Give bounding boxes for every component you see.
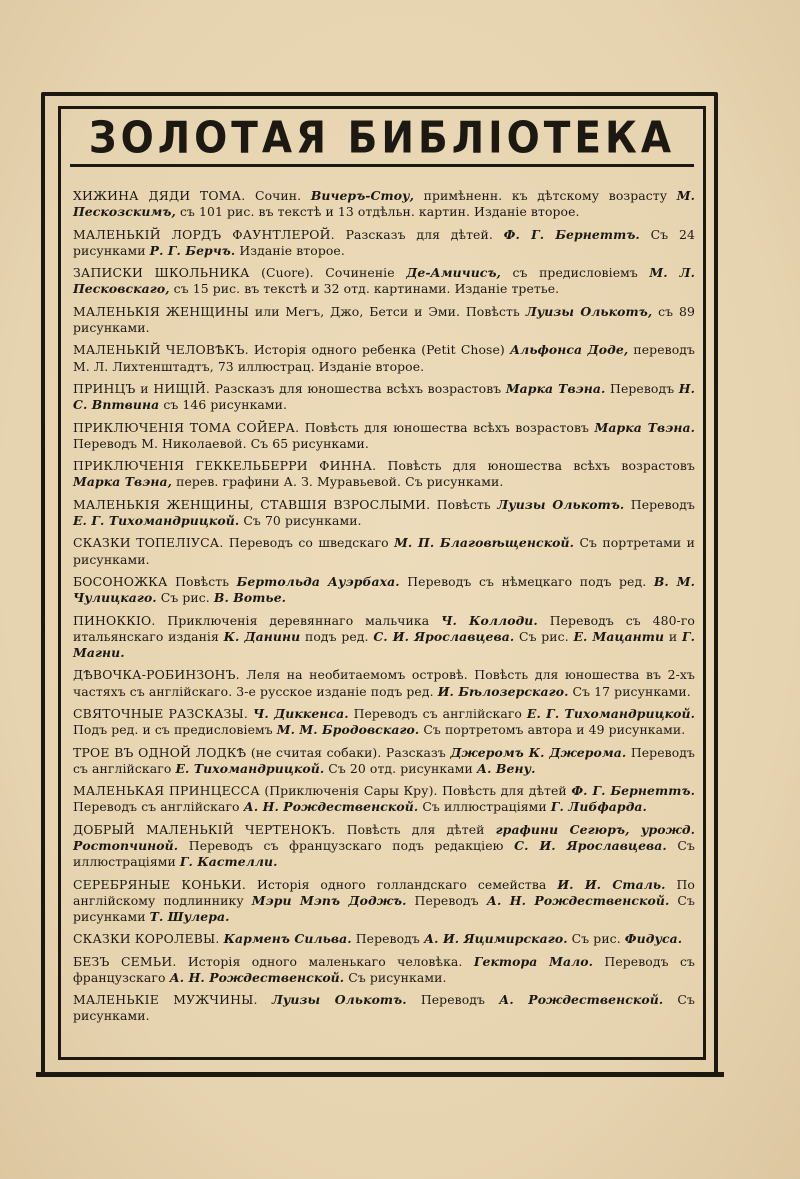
book-description: или Мегъ, Джо, Бетси и Эми. Повѣсть	[254, 303, 526, 319]
book-title: СКАЗКИ ТОПЕЛІУСА.	[73, 535, 224, 551]
book-entry	[73, 574, 695, 606]
book-description: Повѣсть	[175, 573, 237, 589]
book-description: Съ рисунками	[73, 892, 695, 924]
book-entry	[73, 420, 695, 452]
book-description: перев. графини А. З. Муравьевой. Съ рисунками.	[172, 474, 504, 490]
author-name: А. Н. Рождественской.	[243, 799, 419, 815]
book-title: ПРИКЛЮЧЕНІЯ ГЕККЕЛЬБЕРРИ ФИННА.	[73, 458, 377, 474]
book-description: Съ иллюстраціями	[73, 837, 695, 870]
author-name: Е. Тихомандрицкой.	[175, 760, 325, 776]
book-entry	[73, 381, 695, 413]
author-name: А. Н. Рождественской.	[169, 969, 345, 985]
author-name: Р. Г. Берчъ.	[149, 242, 236, 258]
author-name: В. М. Чулицкаго.	[73, 573, 695, 606]
author-name: Джеромъ К. Джерома.	[450, 744, 627, 760]
book-entry	[73, 822, 695, 871]
book-entry	[73, 613, 695, 662]
book-list	[73, 188, 695, 1031]
book-description: Съ 70 рисунками.	[239, 512, 362, 528]
book-description: съ 15 рис. въ текстѣ и 32 отд. картинами. Изданіе третье.	[169, 281, 560, 297]
book-description: Переводъ	[624, 496, 695, 512]
author-name: Г. Магни.	[73, 628, 696, 660]
author-name: Г. Либфарда.	[550, 799, 647, 815]
author-name: К. Данини	[223, 628, 301, 644]
author-name: А. Рождественской.	[499, 992, 664, 1008]
book-description: Съ 17 рисунками.	[568, 683, 691, 699]
book-description: Подъ ред. и съ предисловіемъ	[73, 722, 277, 738]
book-description: Переводъ съ англійскаго	[73, 799, 244, 815]
author-name: Фидуса.	[624, 931, 683, 947]
book-title: МАЛЕНЬКАЯ ПРИНЦЕССА	[73, 783, 260, 799]
author-name: Ч. Диккенса.	[252, 705, 349, 721]
author-name: Е. Г. Тихомандрицкой.	[526, 705, 695, 721]
book-entry	[73, 188, 695, 220]
book-description: Съ рисунками.	[73, 992, 695, 1024]
book-entry	[73, 265, 695, 297]
book-description: съ 146 рисунками.	[159, 397, 288, 413]
author-name: Марка Твэна,	[73, 474, 173, 490]
book-description: Переводъ	[406, 892, 487, 908]
book-description: Разсказъ для дѣтей.	[345, 226, 504, 242]
book-entry	[73, 954, 695, 986]
author-name: Луизы Олькотъ,	[525, 303, 653, 319]
book-description: Переводъ	[351, 931, 424, 947]
author-name: Бертольда Ауэрбаха.	[236, 573, 400, 589]
author-name: А. И. Яцимирскаго.	[423, 931, 568, 947]
book-description: Переводъ съ англійскаго	[348, 705, 527, 721]
bottom-rule	[36, 1072, 724, 1080]
author-name: С. И. Ярославцева.	[373, 628, 515, 644]
book-title: БОСОНОЖКА	[73, 573, 168, 589]
author-name: Г. Кастелли.	[179, 854, 278, 870]
book-title: ХИЖИНА ДЯДИ ТОМА.	[73, 188, 246, 203]
book-title: МАЛЕНЬКІЯ ЖЕНЩИНЫ	[73, 303, 249, 319]
author-name: Е. Г. Тихомандрицкой.	[73, 512, 240, 528]
book-description: (Cuore). Сочиненіе	[261, 265, 407, 281]
book-description: Переводъ со шведскаго	[228, 535, 395, 551]
book-title: БЕЗЪ СЕМЬИ.	[73, 953, 177, 969]
book-entry	[73, 227, 695, 259]
book-description: Переводъ съ англійскаго	[73, 744, 695, 776]
book-description: переводъ М. Л. Лихтенштадтъ, 73 иллюстрац. Изданіе второе.	[73, 342, 695, 374]
book-description: Повѣсть для юношества всѣхъ возрастовъ	[304, 419, 595, 435]
author-name: Марка Твэна.	[594, 419, 696, 435]
author-name: И. Бѣлозерскаго.	[437, 683, 569, 699]
book-description: (Приключенія Сары Кру). Повѣсть для дѣтей	[264, 783, 572, 799]
author-name: Мэри Мэпъ Доджъ.	[251, 892, 407, 908]
book-title: МАЛЕНЬКІЙ ЧЕЛОВѢКЪ.	[73, 342, 249, 358]
book-description: Сочин.	[255, 188, 311, 203]
author-name: Ф. Г. Бернеттъ.	[571, 783, 695, 799]
book-entry	[73, 706, 695, 738]
author-name: Карменъ Сильва.	[223, 931, 352, 947]
author-name: Вичеръ-Стоу,	[310, 188, 415, 203]
author-name: В. Вотье.	[213, 590, 287, 606]
author-name: Е. Мацанти	[573, 628, 665, 644]
book-entry	[73, 497, 695, 529]
author-name: Марка Твэна.	[505, 380, 606, 396]
author-name: Т. Шулера.	[149, 908, 230, 924]
book-description: Переводъ съ нѣмецкаго подъ ред.	[399, 573, 654, 589]
book-description: Переводъ съ французскаго подъ редакціею	[178, 837, 515, 853]
book-entry	[73, 667, 695, 699]
page-title: ЗОЛОТАЯ БИБЛІОТЕКА	[88, 113, 676, 164]
book-description: Повѣсть	[436, 496, 498, 512]
book-title: СЕРЕБРЯНЫЕ КОНЬКИ.	[73, 876, 247, 892]
book-description: Съ рис.	[156, 590, 214, 606]
book-description: Исторія одного ребенка (Petit Chose)	[253, 342, 510, 358]
book-description: Съ рис.	[567, 931, 625, 947]
book-title: СВЯТОЧНЫЕ РАЗСКАЗЫ.	[73, 705, 249, 721]
book-description: и	[664, 628, 682, 644]
book-entry	[73, 304, 695, 336]
author-name: Гектора Мало.	[473, 953, 594, 969]
author-name: И. И. Сталь.	[557, 876, 666, 892]
book-entry	[73, 877, 695, 926]
book-title: ПРИНЦЪ и НИЩІЙ.	[73, 380, 210, 396]
author-name: графини Сегюръ, урожд. Ростопчиной.	[73, 821, 696, 853]
book-description: Переводъ съ французскаго	[73, 953, 695, 985]
book-entry	[73, 783, 695, 815]
book-entry	[73, 535, 695, 567]
book-title: ДОБРЫЙ МАЛЕНЬКІЙ ЧЕРТЕНОКЪ.	[73, 821, 336, 837]
book-title: ДѢВОЧКА-РОБИНЗОНЪ.	[73, 667, 240, 683]
book-description: Съ рисунками.	[344, 969, 447, 985]
author-name: М. П. Благовѣщенской.	[394, 535, 575, 551]
author-name: Н. С. Вптвина	[73, 380, 695, 413]
book-title: ПРИКЛЮЧЕНІЯ ТОМА СОЙЕРА.	[73, 419, 300, 435]
author-name: С. И. Ярославцева.	[514, 837, 667, 853]
book-description: Переводъ съ 480-го итальянскаго изданія	[73, 612, 695, 644]
book-description: Съ 20 отд. рисунками	[324, 760, 477, 776]
book-entry	[73, 931, 695, 947]
author-name: А. Н. Рождественской.	[486, 892, 670, 908]
book-description: Съ портретами и рисунками.	[73, 535, 695, 567]
author-name: М. М. Бродовскаго.	[276, 722, 420, 738]
book-description: Переводъ	[605, 380, 679, 396]
book-description: Изданіе второе.	[235, 242, 345, 258]
author-name: М. Л. Песковскаго,	[73, 265, 695, 297]
book-description: Съ рис.	[514, 628, 574, 644]
book-description: съ предисловіемъ	[500, 265, 650, 281]
book-description: Переводъ М. Николаевой. Съ 65 рисунками.	[73, 435, 369, 451]
book-description: По англійскому подлиннику	[73, 876, 695, 908]
book-description: Приключенія деревяннаго мальчика	[167, 612, 442, 628]
book-description: (не считая собаки). Разсказъ	[250, 744, 451, 760]
book-description: Леля на необитаемомъ островѣ. Повѣсть для юношества въ 2-хъ частяхъ съ англійскаго. 3-е русское изданіе подъ ред.	[73, 667, 696, 699]
book-description: Съ 24 рисунками	[73, 226, 695, 258]
book-description: Повѣсть для юношества всѣхъ возрастовъ	[387, 458, 695, 474]
book-description: примѣненн. къ дѣтскому возрасту	[414, 188, 677, 203]
author-name: Де-Амичисъ,	[406, 265, 501, 281]
author-name: Ф. Г. Бернеттъ.	[503, 226, 640, 242]
book-description: Повѣсть для дѣтей	[346, 821, 496, 837]
book-title: МАЛЕНЬКІЙ ЛОРДЪ ФАУНТЛЕРОЙ.	[73, 226, 335, 242]
book-description: съ 101 рис. въ текстѣ и 13 отдѣльн. картин. Изданіе второе.	[175, 204, 580, 220]
book-title: ЗАПИСКИ ШКОЛЬНИКА	[73, 265, 250, 281]
book-description: подъ ред.	[300, 628, 374, 644]
author-name: Луизы Олькотъ.	[271, 992, 407, 1008]
book-title: МАЛЕНЬКІЕ МУЖЧИНЫ.	[73, 992, 258, 1008]
book-entry	[73, 342, 695, 374]
book-description: Съ портретомъ автора и 49 рисунками.	[419, 722, 686, 738]
book-entry	[73, 458, 695, 490]
book-title: МАЛЕНЬКІЯ ЖЕНЩИНЫ, СТАВШІЯ ВЗРОСЛЫМИ.	[73, 496, 431, 512]
author-name: Ч. Коллоди.	[441, 612, 538, 628]
author-name: Луизы Олькотъ.	[497, 496, 625, 512]
title-underline	[70, 164, 694, 167]
author-name: А. Вену.	[476, 760, 536, 776]
book-description: Съ иллюстраціями	[418, 799, 551, 815]
book-title: ТРОЕ ВЪ ОДНОЙ ЛОДКѢ	[73, 744, 247, 760]
book-entry	[73, 992, 695, 1024]
author-name: М. Пескозскимъ,	[73, 188, 695, 220]
book-description: Исторія одного маленькаго человѣка.	[187, 953, 474, 969]
book-description: съ 89 рисунками.	[73, 303, 695, 335]
book-entry	[73, 745, 695, 777]
author-name: Альфонса Доде,	[509, 342, 629, 358]
book-description: Переводъ	[406, 992, 500, 1008]
book-title: ПИНОККІО.	[73, 612, 156, 628]
book-description: Разсказъ для юношества всѣхъ возрастовъ	[214, 380, 506, 396]
book-description: Исторія одного голландскаго семейства	[257, 876, 558, 892]
book-title: СКАЗКИ КОРОЛЕВЫ.	[73, 931, 220, 947]
